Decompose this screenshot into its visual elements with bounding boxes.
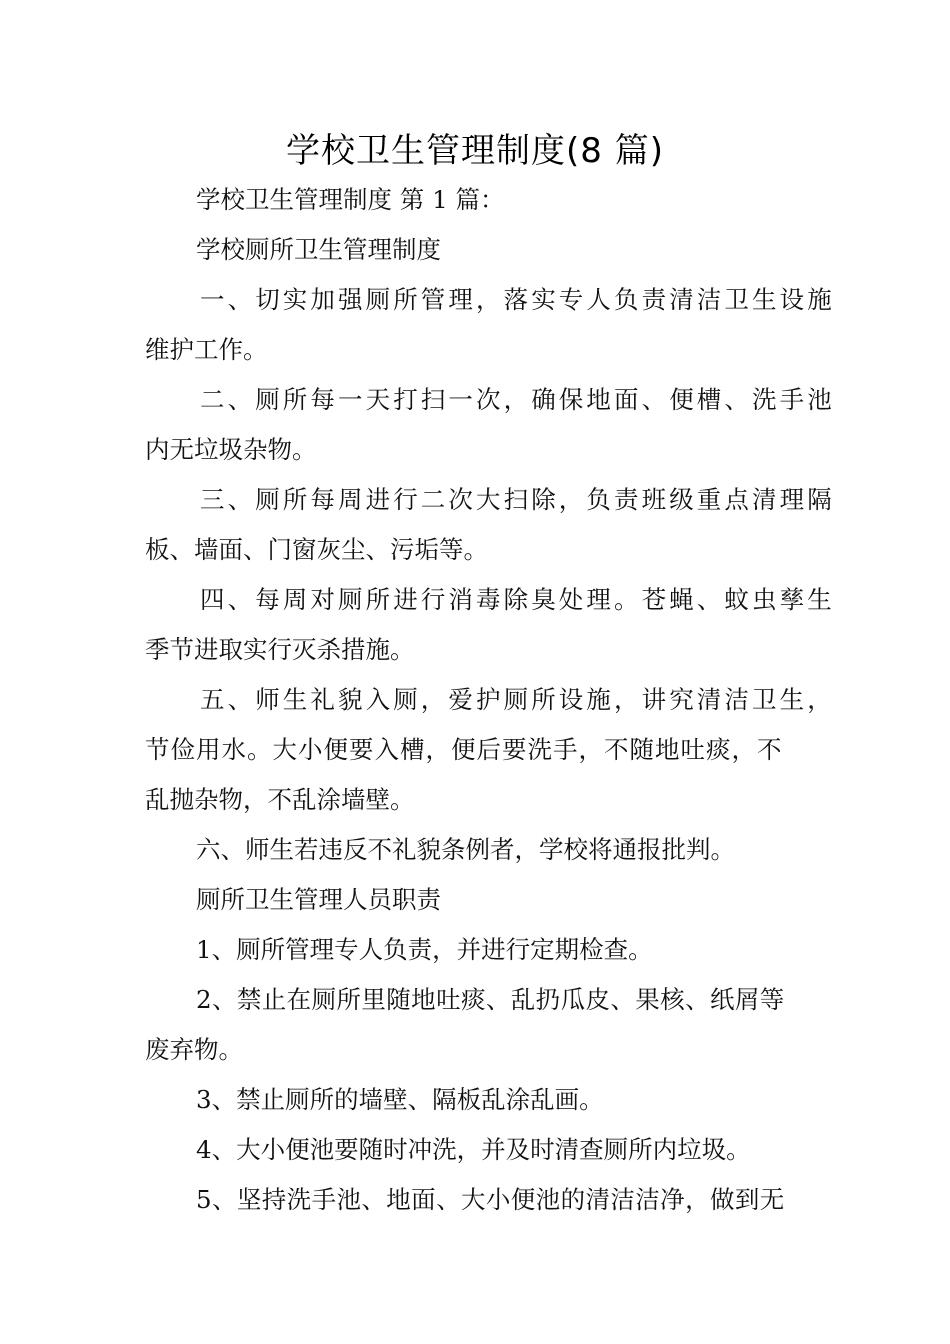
text-line: 维护工作。 <box>145 335 268 364</box>
text-line: 节俭用水。大小便要入槽，便后要洗手，不随地吐痰，不 <box>145 735 783 764</box>
text-line: 2、禁止在厕所里随地吐痰、乱扔瓜皮、果核、纸屑等 <box>196 985 785 1014</box>
text-line: 5、坚持洗手池、地面、大小便池的清洁洁净，做到无 <box>196 1185 785 1214</box>
text-line: 4、大小便池要随时冲洗，并及时清查厕所内垃圾。 <box>196 1135 751 1164</box>
text-line: 内无垃圾杂物。 <box>145 435 317 464</box>
text-line: 学校卫生管理制度 第 1 篇： <box>196 185 505 214</box>
text-line: 厕所卫生管理人员职责 <box>196 885 441 914</box>
document-title: 学校卫生管理制度(8 篇) <box>286 131 664 171</box>
text-line: 季节进取实行灭杀措施。 <box>145 635 415 664</box>
text-line: 乱抛杂物，不乱涂墙壁。 <box>145 785 415 814</box>
text-line: 一、切实加强厕所管理，落实专人负责清洁卫生设施 <box>200 285 835 314</box>
text-line: 学校厕所卫生管理制度 <box>196 235 441 264</box>
text-line: 二、厕所每一天打扫一次，确保地面、便槽、洗手池 <box>200 385 835 414</box>
text-line: 三、厕所每周进行二次大扫除，负责班级重点清理隔 <box>200 485 835 514</box>
text-line: 废弃物。 <box>145 1035 243 1064</box>
text-line: 五、师生礼貌入厕，爱护厕所设施，讲究清洁卫生， <box>200 685 835 714</box>
text-line: 1、厕所管理专人负责，并进行定期检查。 <box>196 935 653 964</box>
text-line: 3、禁止厕所的墙壁、隔板乱涂乱画。 <box>196 1085 604 1114</box>
text-line: 六、师生若违反不礼貌条例者，学校将通报批判。 <box>196 835 735 864</box>
text-line: 四、每周对厕所进行消毒除臭处理。苍蝇、蚊虫孳生 <box>200 585 835 614</box>
text-line: 板、墙面、门窗灰尘、污垢等。 <box>145 535 488 564</box>
